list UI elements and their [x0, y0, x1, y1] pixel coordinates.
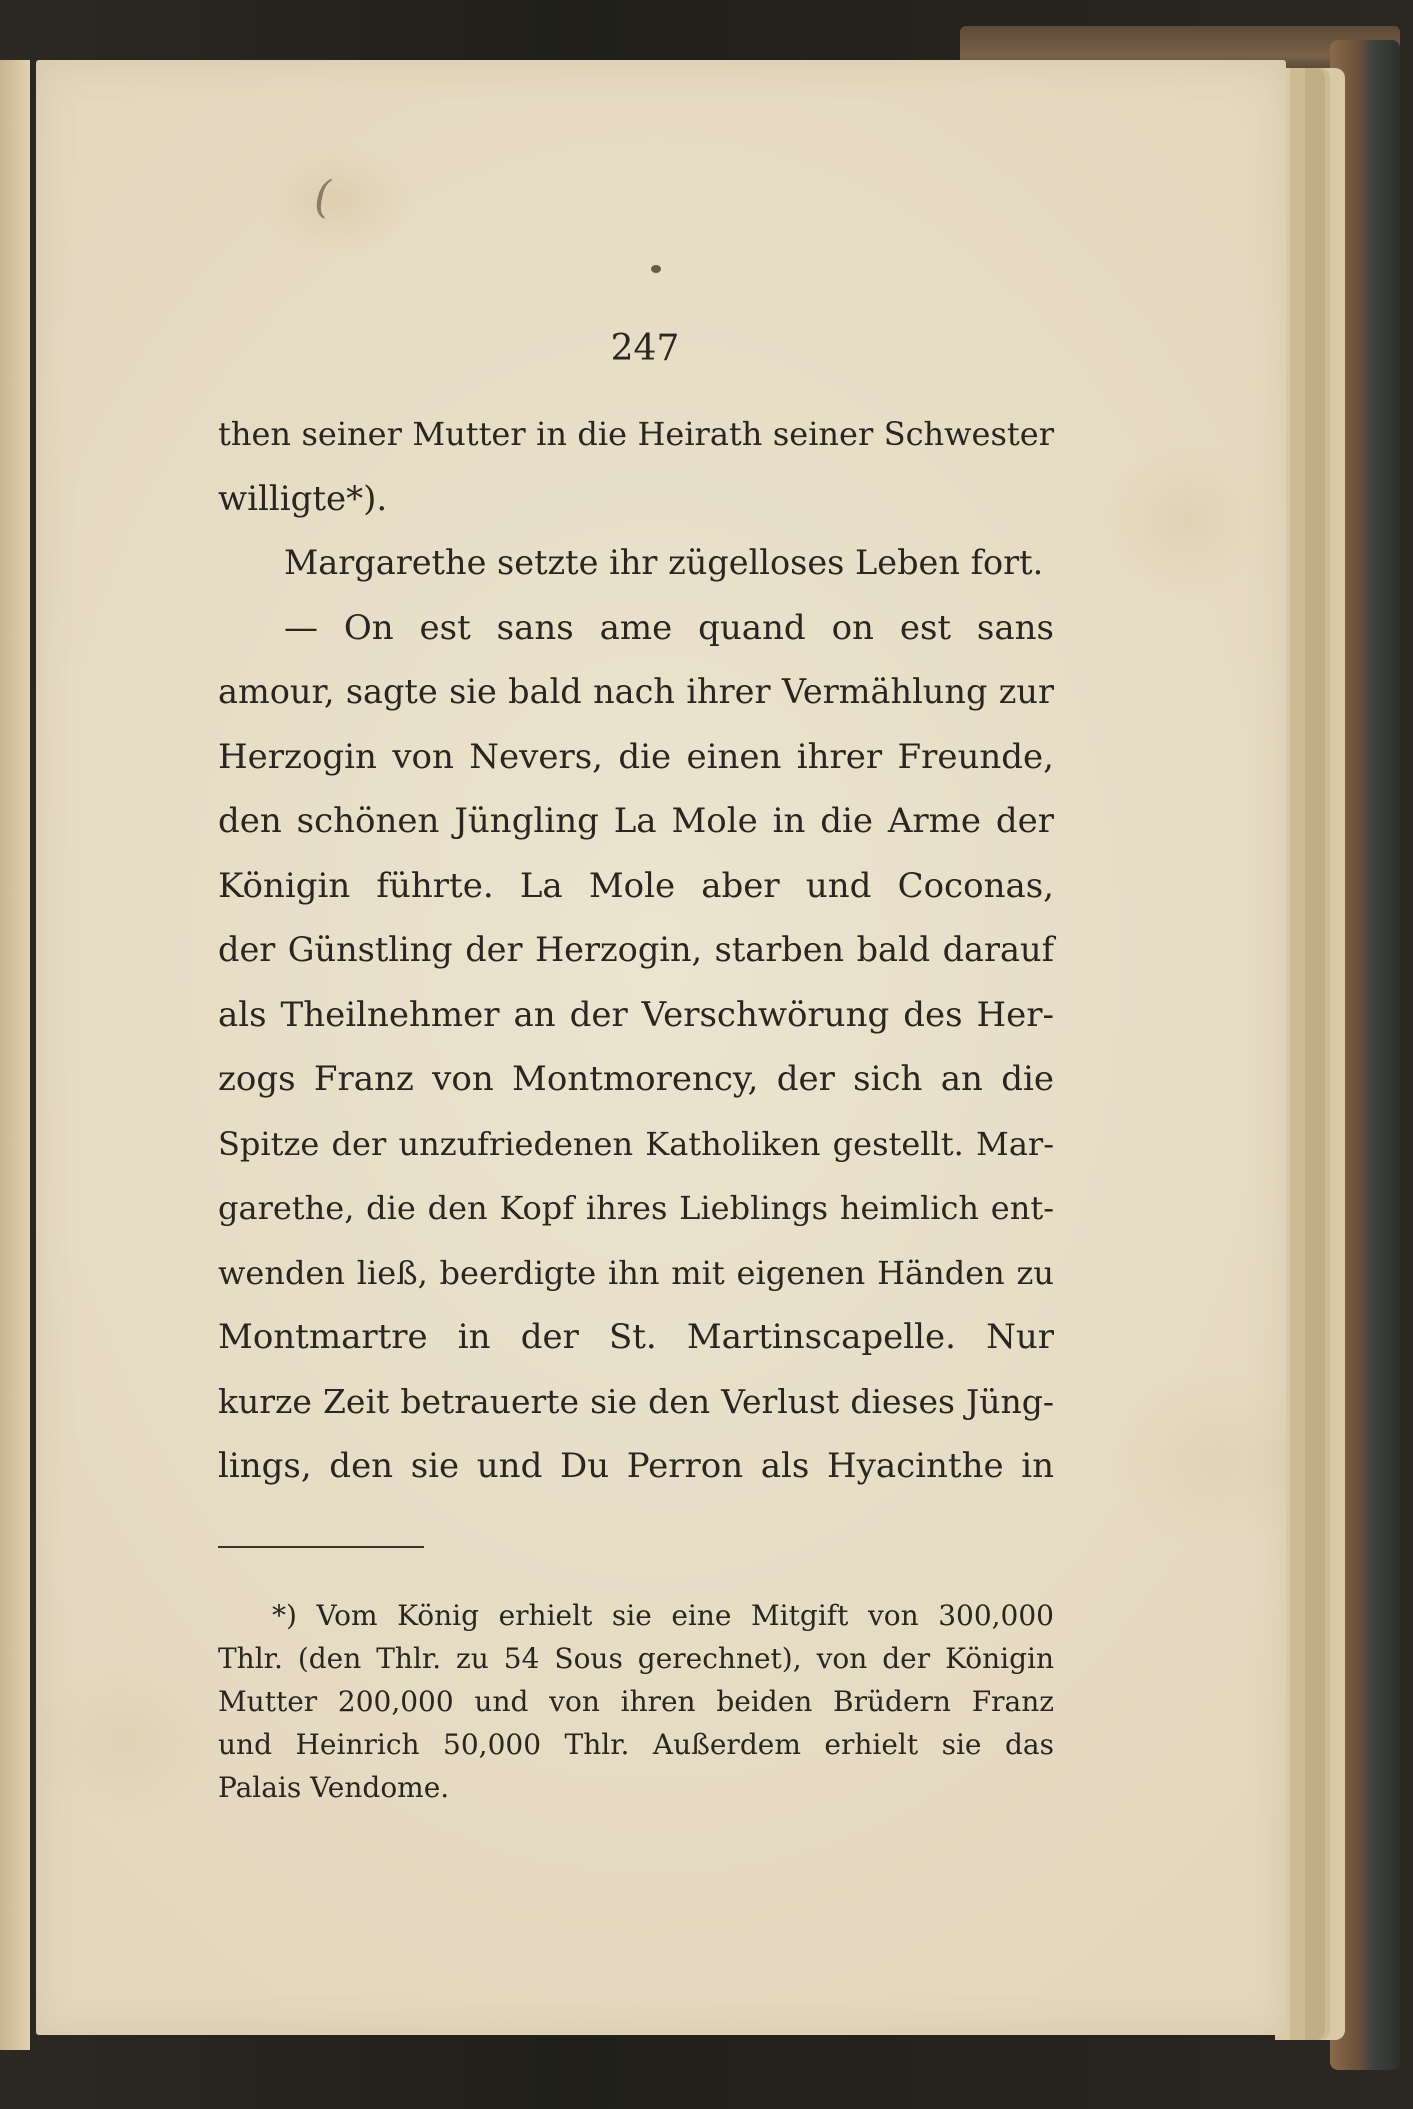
text-line: den schönen Jüngling La Mole in die Arme der — [218, 801, 1054, 841]
text-line: Margarethe setzte ihr zügelloses Leben fort. — [284, 543, 1044, 582]
text-line: — On est sans ame quand on est sans — [284, 607, 1054, 648]
footnote-line: Thlr. (den Thlr. zu 54 Sous gerechnet), von der Königin — [218, 1642, 1054, 1675]
facing-page-edge — [0, 60, 30, 2050]
text-line: als Theilnehmer an der Verschwörung des Her- — [218, 994, 1054, 1035]
text-line: Spitze der unzufriedenen Katholiken gestellt. Mar- — [218, 1124, 1054, 1163]
text-line: der Günstling der Herzogin, starben bald darauf — [218, 930, 1054, 969]
ink-speck — [651, 265, 661, 273]
text-line: wenden ließ, beerdigte ihn mit eigenen Händen zu — [218, 1253, 1054, 1292]
text-line: willigte*). — [218, 478, 388, 519]
text-line: Königin führte. La Mole aber und Coconas, — [218, 865, 1054, 906]
text-line: Montmartre in der St. Martinscapelle. Nur — [218, 1317, 1054, 1357]
footnote — [218, 1594, 1054, 1809]
footnote-line: *) Vom König erhielt sie eine Mitgift von 300,000 — [272, 1599, 1054, 1632]
text-line: kurze Zeit betrauerte sie den Verlust dieses Jüng- — [218, 1381, 1054, 1421]
text-line: zogs Franz von Montmorency, der sich an die — [218, 1059, 1054, 1099]
footnote-rule — [218, 1546, 424, 1548]
text-line: lings, den sie und Du Perron als Hyacinthe in — [218, 1446, 1054, 1486]
book-page — [36, 60, 1286, 2035]
text-line: then seiner Mutter in die Heirath seiner Schwester — [218, 415, 1054, 453]
page-number: 247 — [610, 328, 680, 369]
text-line: Herzogin von Nevers, die einen ihrer Freunde, — [218, 736, 1054, 777]
body-text — [218, 402, 1054, 1499]
footnote-line: Mutter 200,000 und von ihren beiden Brüdern Franz — [218, 1685, 1054, 1718]
footnote-line: und Heinrich 50,000 Thlr. Außerdem erhielt sie das — [218, 1728, 1054, 1761]
pencil-mark: ( — [314, 172, 332, 223]
text-line: amour, sagte sie bald nach ihrer Vermählung zur — [218, 672, 1054, 711]
footnote-line: Palais Vendome. — [218, 1771, 450, 1804]
text-line: garethe, die den Kopf ihres Lieblings heimlich ent- — [218, 1189, 1054, 1227]
page-stack-edge — [1305, 68, 1325, 2040]
